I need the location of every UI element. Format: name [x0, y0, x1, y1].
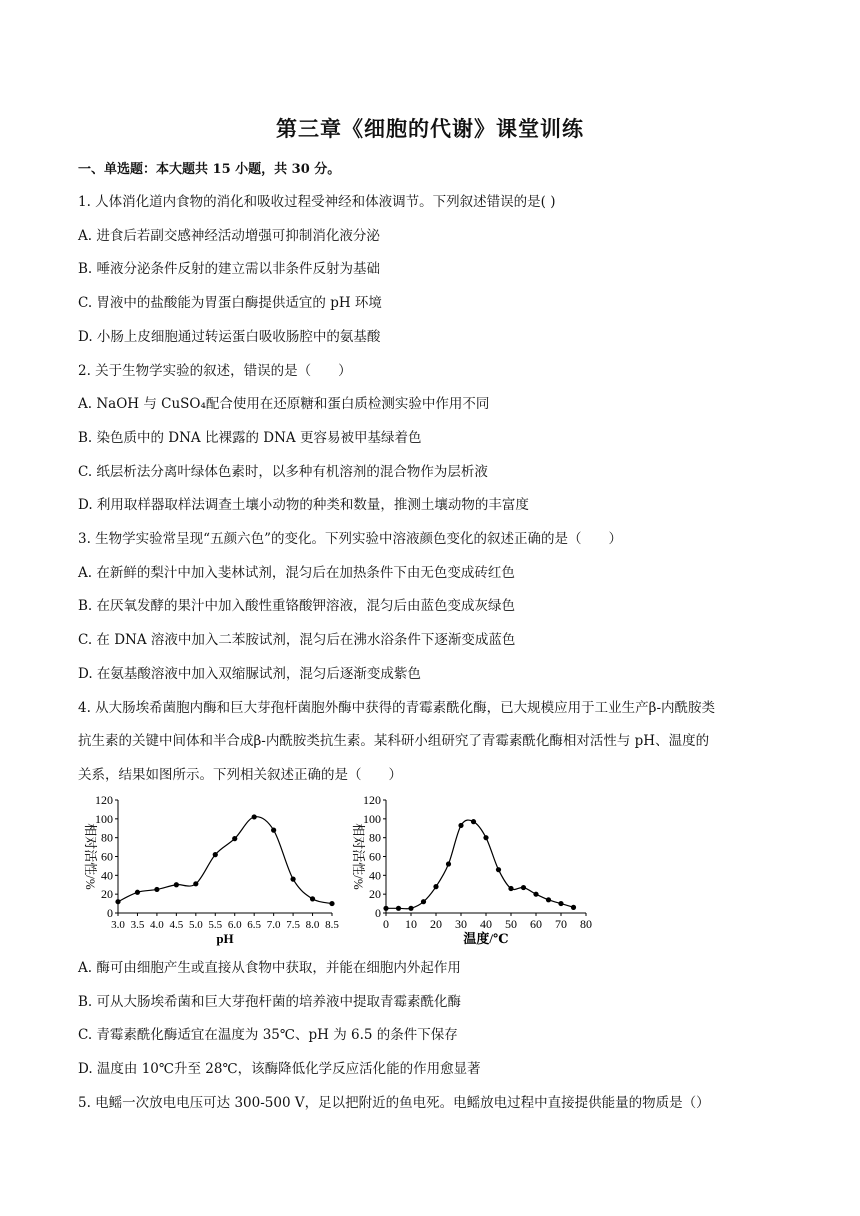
- text-line: 抗生素的关键中间体和半合成β-内酰胺类抗生素。某科研小组研究了青霉素酰化酶相对活性与 pH、温度的: [78, 733, 710, 750]
- data-point: [421, 899, 426, 904]
- data-point: [433, 884, 438, 889]
- text-line: 1. 人体消化道内食物的消化和吸收过程受神经和体液调节。下列叙述错误的是( ): [78, 194, 556, 210]
- page-title: 第三章《细胞的代谢》课堂训练: [276, 116, 584, 141]
- y-tick-label: 100: [363, 811, 381, 826]
- text-line: B. 可从大肠埃希菌和巨大芽孢杆菌的培养液中提取青霉素酰化酶: [78, 993, 462, 1010]
- data-point: [213, 852, 218, 857]
- text-line: B. 在厌氧发酵的果汁中加入酸性重铬酸钾溶液，混匀后由蓝色变成灰绿色: [78, 598, 516, 615]
- text-line: C. 胃液中的盐酸能为胃蛋白酶提供适宜的 pH 环境: [78, 295, 382, 312]
- y-axis-label: 相对活性/%: [351, 823, 366, 890]
- section-heading: 一、单选题：本大题共 15 小题，共 30 分。: [78, 162, 341, 177]
- x-tick-label: 50: [505, 917, 517, 931]
- data-point: [290, 877, 295, 882]
- text-line: D. 小肠上皮细胞通过转运蛋白吸收肠腔中的氨基酸: [78, 328, 381, 345]
- data-point: [115, 899, 120, 904]
- x-tick-label: 3.5: [130, 919, 145, 931]
- x-tick-label: 3.0: [111, 919, 125, 931]
- data-point: [135, 890, 140, 895]
- y-tick-label: 80: [369, 830, 381, 845]
- text-line: A. NaOH 与 CuSO₄配合使用在还原糖和蛋白质检测实验中作用不同: [78, 396, 490, 413]
- y-tick-label: 40: [369, 868, 381, 883]
- temperature-activity-chart: [342, 788, 602, 953]
- y-tick-label: 0: [375, 906, 381, 920]
- x-tick-label: 8.0: [305, 919, 320, 931]
- x-tick-label: 80: [580, 917, 592, 931]
- x-tick-label: 7.0: [266, 919, 281, 931]
- text-line: D. 利用取样器取样法调查土壤小动物的种类和数量，推测土壤动物的丰富度: [78, 497, 529, 514]
- data-point: [310, 896, 315, 901]
- data-point: [329, 901, 334, 906]
- x-tick-label: 6.0: [227, 919, 242, 931]
- x-tick-label: 4.5: [169, 919, 184, 931]
- data-point: [521, 885, 526, 890]
- series-line: [386, 820, 574, 909]
- text-line: A. 酶可由细胞产生或直接从食物中获取，并能在细胞内外起作用: [78, 960, 461, 976]
- y-tick-label: 60: [101, 849, 113, 864]
- data-point: [496, 867, 501, 872]
- text-line: 2. 关于生物学实验的叙述，错误的是（ ）: [78, 362, 352, 379]
- text-line: 关系，结果如图所示。下列相关叙述正确的是（ ）: [78, 766, 402, 783]
- data-point: [383, 906, 388, 911]
- x-tick-label: 20: [430, 917, 442, 931]
- x-tick-label: 40: [480, 917, 492, 931]
- x-tick-label: 6.5: [247, 919, 262, 931]
- x-tick-label: 30: [455, 917, 467, 931]
- text-line: D. 温度由 10℃升至 28℃，该酶降低化学反应活化能的作用愈显著: [78, 1061, 481, 1078]
- data-point: [154, 887, 159, 892]
- data-point: [546, 897, 551, 902]
- text-line: A. 进食后若副交感神经活动增强可抑制消化液分泌: [78, 227, 380, 244]
- data-point: [396, 906, 401, 911]
- y-tick-label: 0: [107, 906, 113, 920]
- y-tick-label: 120: [95, 793, 113, 807]
- data-point: [232, 836, 237, 841]
- text-line: D. 在氨基酸溶液中加入双缩脲试剂，混匀后逐渐变成紫色: [78, 665, 421, 682]
- text-line: A. 在新鲜的梨汁中加入斐林试剂，混匀后在加热条件下由无色变成砖红色: [78, 564, 515, 581]
- text-line: 3. 生物学实验常呈现“五颜六色”的变化。下列实验中溶液颜色变化的叙述正确的是（ ）: [78, 531, 622, 547]
- y-tick-label: 60: [369, 849, 381, 864]
- x-tick-label: 5.5: [208, 919, 223, 931]
- data-point: [174, 882, 179, 887]
- data-point: [193, 881, 198, 886]
- series-line: [118, 817, 332, 904]
- data-point: [471, 819, 476, 824]
- x-tick-label: 70: [555, 917, 567, 931]
- y-tick-label: 120: [363, 793, 381, 807]
- data-point: [533, 892, 538, 897]
- text-line: C. 纸层析法分离叶绿体色素时，以多种有机溶剂的混合物作为层析液: [78, 463, 488, 480]
- text-line: B. 唾液分泌条件反射的建立需以非条件反射为基础: [78, 261, 381, 278]
- x-tick-label: 10: [405, 917, 417, 931]
- x-axis-label: 温度/℃: [463, 931, 509, 946]
- data-point: [408, 906, 413, 911]
- data-point: [271, 828, 276, 833]
- text-line: C. 青霉素酰化酶适宜在温度为 35℃、pH 为 6.5 的条件下保存: [78, 1027, 458, 1044]
- data-point: [446, 861, 451, 866]
- charts-figure: [74, 788, 592, 957]
- y-tick-label: 80: [101, 830, 113, 845]
- data-point: [571, 905, 576, 910]
- y-tick-label: 20: [369, 887, 381, 902]
- y-tick-label: 100: [95, 811, 113, 826]
- text-line: 4. 从大肠埃希菌胞内酶和巨大芽孢杆菌胞外酶中获得的青霉素酰化酶，已大规模应用于工业生产β-内酰胺类: [78, 699, 716, 716]
- y-tick-label: 20: [101, 887, 113, 902]
- data-point: [252, 814, 257, 819]
- x-tick-label: 60: [530, 917, 542, 931]
- data-point: [558, 901, 563, 906]
- x-tick-label: 5.0: [188, 919, 203, 931]
- x-tick-label: 0: [383, 917, 389, 931]
- data-point: [508, 886, 513, 891]
- data-point: [458, 823, 463, 828]
- text-line: C. 在 DNA 溶液中加入二苯胺试剂，混匀后在沸水浴条件下逐渐变成蓝色: [78, 632, 516, 649]
- text-line: 5. 电鳐一次放电电压可达 300-500 V，足以把附近的鱼电死。电鳐放电过程中直接提供能量的物质是（）: [78, 1094, 710, 1111]
- x-tick-label: 7.5: [286, 919, 300, 931]
- text-line: B. 染色质中的 DNA 比裸露的 DNA 更容易被甲基绿着色: [78, 429, 422, 446]
- x-axis-label: pH: [216, 931, 234, 946]
- ph-activity-chart: [74, 788, 354, 953]
- y-axis-label: 相对活性/%: [83, 823, 98, 890]
- y-tick-label: 40: [101, 868, 113, 883]
- x-tick-label: 4.0: [150, 919, 164, 931]
- data-point: [483, 835, 488, 840]
- x-tick-label: 8.5: [325, 919, 339, 931]
